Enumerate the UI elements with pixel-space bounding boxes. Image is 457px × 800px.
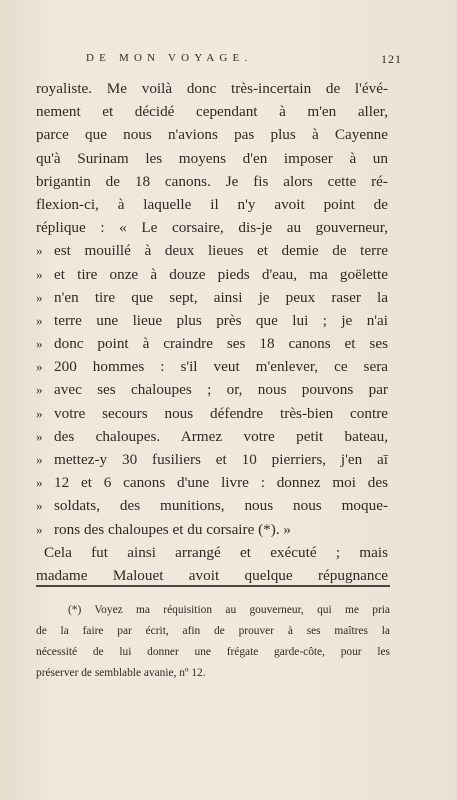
text-line: qu'à Surinam les moyens d'en imposer à un xyxy=(36,149,388,167)
quoted-line xyxy=(36,378,388,401)
text-line: réplique : « Le corsaire, dis-je au gouverneur, xyxy=(36,219,388,237)
text-line: des chaloupes. Armez votre petit bateau, xyxy=(54,427,388,445)
quote-mark: » xyxy=(36,521,43,537)
text-line: mettez-y 30 fusiliers et 10 pierriers, j'en aī xyxy=(54,451,388,468)
quote-mark: » xyxy=(36,452,43,467)
page-number: 121 xyxy=(381,52,402,66)
quote-mark: » xyxy=(36,428,43,444)
footnote-rule xyxy=(36,585,390,587)
text-line: et tire onze à douze pieds d'eau, ma goëlette xyxy=(54,265,388,283)
footnote-line: nécessité de lui donner une frégate garde-côte, pour les xyxy=(36,646,390,658)
text-line: parce que nous n'avions pas plus à Cayenne xyxy=(36,126,388,144)
quote-mark: » xyxy=(36,266,43,282)
quoted-line xyxy=(36,471,388,494)
quote-mark: » xyxy=(36,243,43,259)
text-line: brigantin de 18 canons. Je fis alors cette ré- xyxy=(36,172,388,190)
text-line: est mouillé à deux lieues et demie de terre xyxy=(54,242,388,260)
running-head xyxy=(70,52,402,66)
text-line: 200 hommes : s'il veut m'enlever, ce sera xyxy=(54,358,388,376)
quoted-line xyxy=(36,263,388,286)
quoted-line xyxy=(36,518,388,541)
footnote-line: de la faire par écrit, afin de prouver à ses maîtres la xyxy=(36,625,390,637)
text-line: royaliste. Me voilà donc très-incertain de l'évé- xyxy=(36,80,388,97)
quote-mark: » xyxy=(36,359,43,375)
quoted-line xyxy=(36,402,388,425)
quoted-line xyxy=(36,332,388,355)
text-line: nement et décidé cependant à m'en aller, xyxy=(36,103,388,121)
quoted-line xyxy=(36,494,388,517)
quote-mark: » xyxy=(36,405,43,421)
quote-mark: » xyxy=(36,336,43,352)
text-line: soldats, des munitions, nous nous moque- xyxy=(54,497,388,515)
quoted-line xyxy=(36,355,388,378)
text-line: n'en tire que sept, ainsi je peux raser la xyxy=(54,288,388,306)
footnote-line: (*) Voyez ma réquisition au gouverneur, qui me pria xyxy=(68,604,390,616)
running-title: DE MON VOYAGE. xyxy=(86,52,253,64)
text-line: 12 et 6 canons d'une livre : donnez moi des xyxy=(54,474,388,492)
quoted-line xyxy=(36,239,388,262)
footnote-line: préserver de semblable avanie, nº 12. xyxy=(36,667,206,679)
text-line: avec ses chaloupes ; or, nous pouvons par xyxy=(54,381,388,399)
quote-mark: » xyxy=(36,382,43,398)
text-line: donc point à craindre ses 18 canons et ses xyxy=(54,335,388,353)
quote-mark: » xyxy=(36,498,43,514)
body-text xyxy=(36,77,388,587)
quoted-line xyxy=(36,286,388,309)
quoted-line xyxy=(36,425,388,448)
quote-mark: » xyxy=(36,289,43,305)
quoted-line xyxy=(36,309,388,332)
quote-mark: » xyxy=(36,312,43,328)
text-line: terre une lieue plus près que lui ; je n'ai xyxy=(54,311,388,329)
text-line: flexion-ci, à laquelle il n'y avoit point de xyxy=(36,195,388,213)
quote-mark: » xyxy=(36,475,43,491)
text-line: Cela fut ainsi arrangé et exécuté ; mais xyxy=(44,543,388,561)
text-line: rons des chaloupes et du corsaire (*). » xyxy=(54,520,292,538)
text-line: madame Malouet avoit quelque répugnance xyxy=(36,566,388,584)
footnote xyxy=(36,600,390,684)
text-line: votre secours nous défendre très-bien contre xyxy=(54,404,388,422)
quoted-line xyxy=(36,448,388,471)
